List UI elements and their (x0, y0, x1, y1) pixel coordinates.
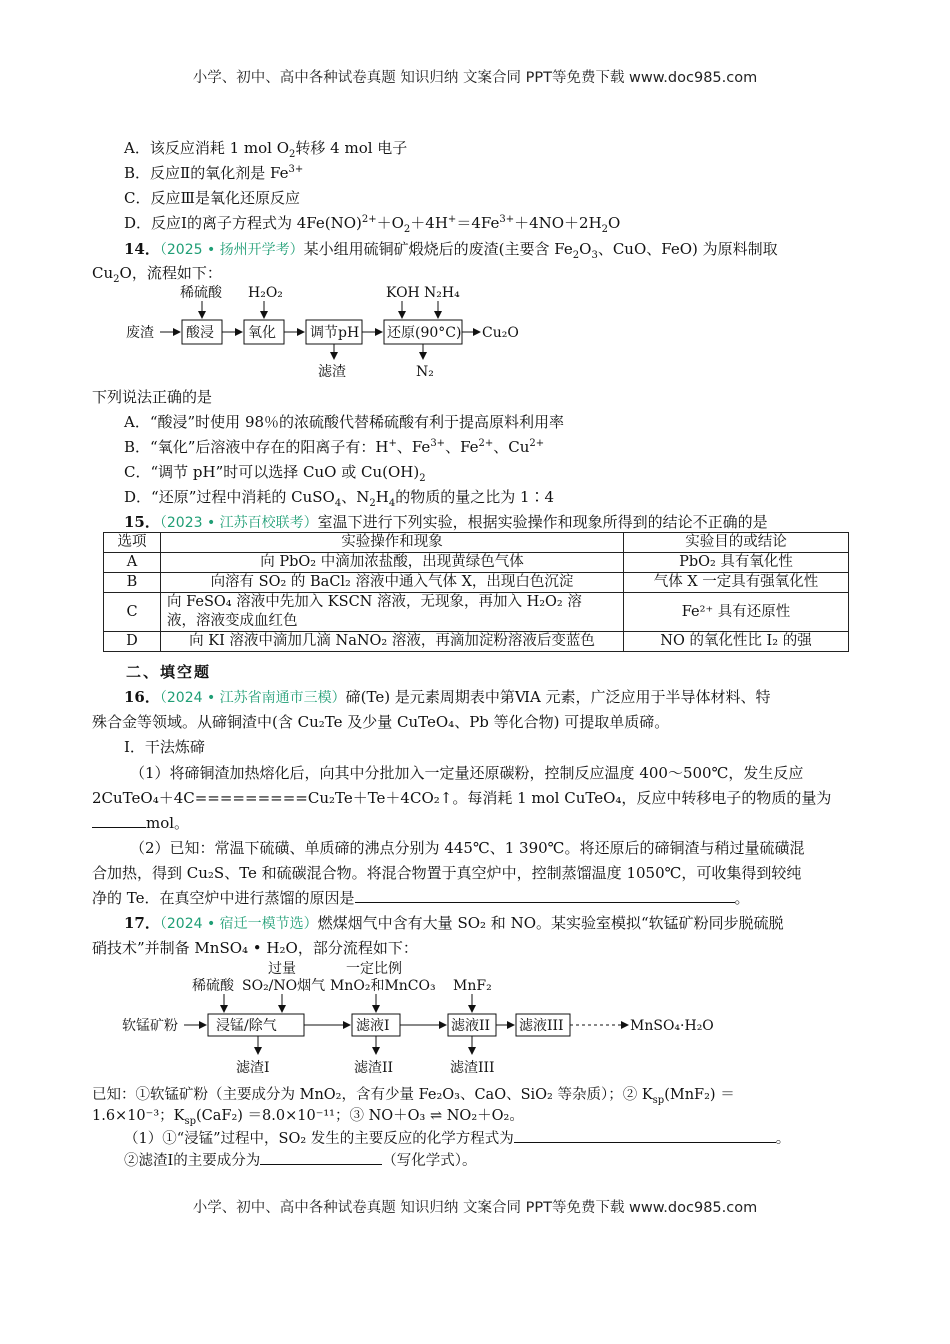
table-row (104, 573, 849, 593)
flow17-add1b-top: 过量 (268, 961, 296, 977)
q17-known-2: 1.6×10⁻³；$K_{sp}(CaF_2) =8.0\times 10^{-11}$；③ NO＋O₃ ⇌ NO₂＋O₂。 (92, 1108, 524, 1127)
q16-part-title: I．干法炼碲 (124, 738, 205, 756)
table-cell: Fe²⁺ 具有还原性 (624, 593, 849, 632)
flow17-add3: MnF₂ (453, 978, 492, 994)
flow17-box4-label: 滤液III (519, 1018, 564, 1034)
table-header-cell: 选项 (104, 533, 161, 553)
page-header: 小学、初中、高中各种试卷真题 知识归纳 文案合同 PPT等免费下载 www.doc985.com (192, 70, 758, 86)
flow14-box1-label: 酸浸 (186, 325, 214, 341)
q16-p1-line3: mol。 (92, 813, 189, 833)
table-row (104, 553, 849, 573)
table-cell: C (104, 593, 161, 632)
flow14-out4: N₂ (416, 364, 434, 380)
table-row (104, 632, 849, 652)
q13-option-c: C．反应Ⅲ是氧化还原反应 (124, 189, 300, 207)
table-cell: D (104, 632, 161, 652)
flow17-out2: 滤渣II (354, 1060, 394, 1076)
flow17-add2: MnO₂和MnCO₃ (330, 978, 436, 994)
flow17-box1-label: 浸锰/除气 (216, 1018, 277, 1034)
q14-option-c: C．“调节 pH”时可以选择 CuO 或 $Cu(OH)_2$ (124, 463, 426, 484)
section-title: 二、填空题 (126, 663, 212, 681)
flow14-box4-label: 还原(90°C) (387, 325, 462, 341)
q17-flowchart (118, 958, 738, 1080)
answer-blank[interactable] (514, 1128, 776, 1143)
table-header-row (104, 533, 849, 553)
flow17-add1a: 稀硫酸 (192, 978, 234, 994)
flow14-box2-label: 氧化 (248, 325, 276, 341)
q14-stem: 14．（2025 • 扬州开学考）某小组用硫铜矿煅烧后的废渣(主要含 $Fe_2O_3$、CuO、FeO) 为原料制取 (124, 240, 778, 261)
table-cell: B (104, 573, 161, 593)
q14-option-b: B．“氧化”后溶液中存在的阳离子有：H+、$Fe^{3+}$、$Fe^{2+}$、$Cu^{2+}$ (124, 438, 545, 456)
q14-option-a: A．“酸浸”时使用 98％的浓硫酸代替稀硫酸有利于提高原料利用率 (124, 413, 565, 431)
q17-stem: 17．（2024 • 宿迁一模节选）燃煤烟气中含有大量 SO₂ 和 NO。某实验室模拟“软锰矿粉同步脱硫脱 (124, 914, 784, 932)
table-cell: PbO₂ 具有氧化性 (624, 553, 849, 573)
flow14-add2: H₂O₂ (248, 285, 283, 301)
flow17-input: 软锰矿粉 (122, 1018, 178, 1034)
flow17-out1: 滤渣I (236, 1060, 270, 1076)
q15-stem: 15．（2023 • 江苏百校联考）室温下进行下列实验，根据实验操作和现象所得到的结论不正确的是 (124, 513, 768, 531)
q14-prompt: 下列说法正确的是 (92, 388, 213, 406)
flow17-add1b: SO₂/NO烟气 (242, 978, 326, 994)
table-cell: NO 的氧化性比 I₂ 的强 (624, 632, 849, 652)
table-header-cell: 实验目的或结论 (624, 533, 849, 553)
table-cell: 向溶有 SO₂ 的 BaCl₂ 溶液中通入气体 X，出现白色沉淀 (161, 573, 624, 593)
q16-p2-line3: 净的 Te．在真空炉中进行蒸馏的原因是 。 (92, 889, 750, 907)
table-header-cell: 实验操作和现象 (161, 533, 624, 553)
flow17-out3: 滤渣III (450, 1060, 495, 1076)
table-cell: A (104, 553, 161, 573)
flow14-box3-label: 调节pH (310, 325, 360, 341)
q16-stem: 16．（2024 • 江苏省南通市三模）碲(Te) 是元素周期表中第ⅥA 元素，广泛应用于半导体材料、特 (124, 688, 771, 706)
answer-blank[interactable] (92, 813, 146, 828)
flow14-product: Cu₂O (482, 325, 519, 341)
q15-table (103, 532, 849, 652)
q16-p2-line2: 合加热，得到 Cu₂S、Te 和硫碳混合物。将混合物置于真空炉中，控制蒸馏温度 1050℃，可收集得到较纯 (92, 864, 802, 882)
table-row (104, 593, 849, 632)
flow17-product: MnSO₄·H₂O (630, 1018, 714, 1034)
q14-flowchart (120, 283, 540, 383)
flow17-box3-label: 滤液II (451, 1018, 491, 1034)
q13-option-b: B．反应Ⅱ的氧化剂是 $Fe^{3+}$ (124, 164, 304, 182)
table-cell: 向 PbO₂ 中滴加浓盐酸，出现黄绿色气体 (161, 553, 624, 573)
flow14-add1: 稀硫酸 (180, 285, 222, 301)
answer-blank[interactable] (260, 1150, 382, 1165)
q13-option-a: A．该反应消耗 1 mol $O_2$转移 4 mol 电子 (124, 139, 408, 160)
q17-p1: （1）①“浸锰”过程中，SO₂ 发生的主要反应的化学方程式为 。 (124, 1128, 790, 1149)
flow17-add2-top: 一定比例 (346, 961, 402, 977)
flow14-add4a: KOH (386, 285, 420, 301)
q16-p1-line2: 2CuTeO₄＋4C=========Cu₂Te＋Te＋4CO₂↑。每消耗 1 mol CuTeO₄，反应中转移电子的物质的量为 (92, 789, 832, 807)
q17-p2: ②滤渣Ⅰ的主要成分为 （写化学式）。 (124, 1150, 476, 1171)
flow14-add4b: N₂H₄ (424, 285, 460, 301)
q14-stem-2: $Cu_2O$，流程如下： (92, 264, 222, 285)
table-cell: 向 KI 溶液中滴加几滴 NaNO₂ 溶液，再滴加淀粉溶液后变蓝色 (161, 632, 624, 652)
table-cell: 气体 X 一定具有强氧化性 (624, 573, 849, 593)
q13-option-d: D．反应Ⅰ的离子方程式为 $4Fe(NO)^{2+}+O_2+4H^+=4Fe^{3+}+4NO+2H_2O$ (124, 214, 621, 235)
q14-option-d: D．“还原”过程中消耗的 CuSO$_4$、$N_2H_4$的物质的量之比为 1∶4 (124, 488, 555, 509)
flow14-input: 废渣 (126, 325, 154, 341)
q17-stem-2: 硝技术”并制备 MnSO₄ • H₂O，部分流程如下： (92, 939, 418, 957)
q16-p1-line1: （1）将碲铜渣加热熔化后，向其中分批加入一定量还原碳粉，控制反应温度 400～500℃，发生反应 (130, 764, 804, 782)
q16-stem-2: 殊合金等领域。从碲铜渣中(含 Cu₂Te 及少量 CuTeO₄、Pb 等化合物) 可提取单质碲。 (92, 713, 670, 731)
q17-known-1: 已知：①软锰矿粉（主要成分为 MnO₂，含有少量 Fe₂O₃、CaO、SiO₂ 等杂质）；② $K_{sp}(MnF_2)$ ＝ (92, 1087, 735, 1106)
answer-blank[interactable] (355, 888, 735, 903)
q16-p2-line1: （2）已知：常温下硫磺、单质碲的沸点分别为 445℃、1 390℃。将还原后的碲铜渣与稍过量硫磺混 (130, 839, 805, 857)
page-footer: 小学、初中、高中各种试卷真题 知识归纳 文案合同 PPT等免费下载 www.doc985.com (192, 1200, 758, 1216)
table-cell: 向 FeSO₄ 溶液中先加入 KSCN 溶液，无现象，再加入 H₂O₂ 溶 液，溶液变成血红色 (161, 593, 624, 632)
flow17-box2-label: 滤液I (356, 1018, 390, 1034)
flow14-out3: 滤渣 (318, 364, 346, 380)
